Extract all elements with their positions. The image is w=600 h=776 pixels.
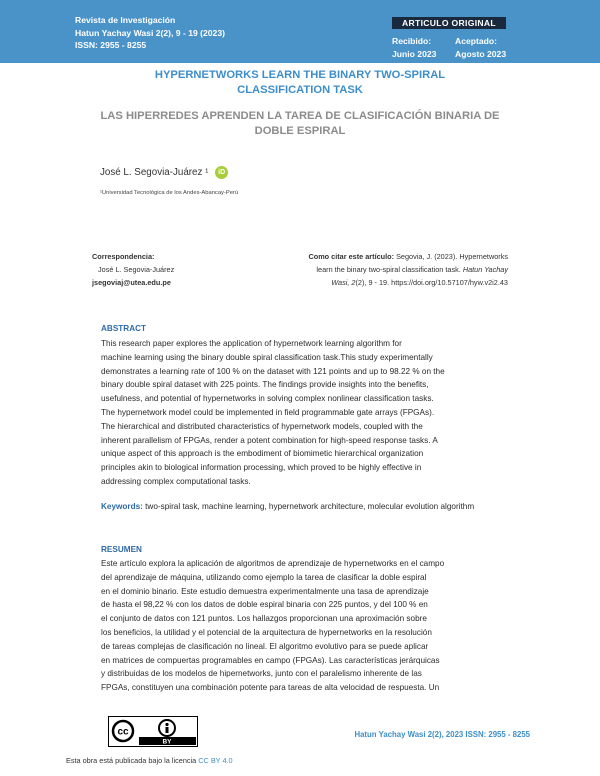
accepted-block bbox=[455, 35, 506, 60]
abstract-line: inherent parallelism of FPGAs, render a potent combination for high-speed response tasks. A bbox=[101, 435, 438, 445]
citation-doi[interactable]: (2), 9 - 19. https://doi.org/10.57107/hyw.v2i2.43 bbox=[355, 278, 508, 287]
citation-journal: Hatun Yachay bbox=[462, 265, 508, 274]
abstract-line: usefulness, and potential of hypernetworks in solving complex nonlinear classification tasks. bbox=[101, 394, 434, 404]
received-label: Recibido: bbox=[392, 36, 432, 46]
citation-block bbox=[268, 250, 508, 289]
cc-by-badge[interactable] bbox=[108, 716, 198, 747]
abstract-line: addressing complex computational tasks. bbox=[101, 476, 251, 486]
keywords-text: two-spiral task, machine learning, hypernetwork architecture, molecular evolution algorithm bbox=[145, 502, 475, 511]
abstract-heading: ABSTRACT bbox=[101, 324, 147, 333]
author-line bbox=[100, 166, 228, 179]
keywords-block bbox=[101, 500, 498, 514]
citation-text: learn the binary two-spiral classification task. bbox=[316, 265, 461, 274]
abstract-body bbox=[101, 337, 498, 489]
received-block bbox=[392, 35, 436, 60]
resumen-line: en el dominio binario. Este estudio demuestra experimentalmente una tasa de aprendizaje bbox=[101, 586, 429, 596]
orcid-icon[interactable]: iD bbox=[215, 166, 228, 179]
resumen-line: y distribuidas de los modelos de hipernetworks, junto con el paralelismo inherente de las bbox=[101, 669, 422, 679]
resumen-line: en matrices de compuertas programables en campo (FPGAs). Las características jerárquicas bbox=[101, 655, 440, 665]
keywords-label: Keywords: bbox=[101, 502, 143, 511]
article-title-en bbox=[60, 68, 540, 97]
article-type-badge: ARTICULO ORIGINAL bbox=[392, 17, 506, 29]
resumen-line: Este artículo explora la aplicación de algoritmos de aprendizaje de hypernetworks en el campo bbox=[101, 559, 445, 568]
resumen-line: FPGAs, constituyen una combinación potente para tareas de alta velocidad de respuesta. Un bbox=[101, 683, 440, 693]
cc-license-icon bbox=[109, 717, 196, 745]
resumen-line: el conjunto de datos con 121 puntos. Los hallazgos proporcionan una aproximación sobre bbox=[101, 614, 427, 624]
abstract-line: The hierarchical and distributed characteristics of hypernetwork models, coupled with the bbox=[101, 421, 423, 431]
correspondence-name: José L. Segovia-Juárez bbox=[98, 265, 175, 274]
abstract-line: demonstrates a learning rate of 100 % on the dataset with 121 points and up to 98.22 % on the bbox=[101, 366, 445, 376]
cc-text: cc bbox=[117, 726, 129, 738]
accepted-label: Aceptado: bbox=[455, 36, 498, 46]
journal-header-bar bbox=[0, 0, 600, 63]
resumen-line: de tareas complejas de clasificación no lineal. El algoritmo evolutivo para se puede aplicar bbox=[101, 641, 429, 651]
accepted-date: Agosto 2023 bbox=[455, 48, 507, 59]
journal-name: Revista de Investigación bbox=[75, 15, 176, 25]
journal-info bbox=[75, 14, 225, 52]
cc-by-label: BY bbox=[162, 738, 172, 745]
article-title-es bbox=[60, 109, 540, 138]
journal-volume: Hatun Yachay Wasi 2(2), 9 - 19 (2023) bbox=[75, 27, 225, 38]
footer-journal-ref: Hatun Yachay Wasi 2(2), 2023 ISSN: 2955 - 8255 bbox=[354, 730, 530, 739]
resumen-heading: RESUMEN bbox=[101, 545, 142, 554]
abstract-line: This research paper explores the application of hypernetwork learning algorithm for bbox=[101, 339, 402, 348]
correspondence-block bbox=[92, 250, 174, 289]
resumen-line: del aprendizaje de máquina, utilizando como ejemplo la tarea de clasificar la doble espiral bbox=[101, 572, 427, 582]
journal-issn: ISSN: 2955 - 8255 bbox=[75, 40, 147, 50]
title-es-line: DOBLE ESPIRAL bbox=[254, 124, 346, 137]
correspondence-email[interactable]: jsegoviaj@utea.edu.pe bbox=[92, 278, 171, 287]
author-superscript: ¹ bbox=[205, 167, 209, 179]
citation-journal: Wasi, 2 bbox=[331, 278, 356, 287]
author-affiliation: ¹Universidad Tecnológica de los Andes-Abancay-Perú bbox=[100, 190, 239, 196]
abstract-line: The hypernetwork model could be implemented in field programmable gate arrays (FPGAs). bbox=[101, 407, 435, 417]
license-prefix: Esta obra está publicada bajo la licencia bbox=[66, 756, 197, 765]
author-name: José L. Segovia-Juárez bbox=[100, 167, 203, 179]
resumen-line: de hasta el 98,22 % con los datos de doble espiral binaria con 225 puntos, y del 100 % en bbox=[101, 600, 428, 610]
title-es-line: LAS HIPERREDES APRENDEN LA TAREA DE CLASIFICACIÓN BINARIA DE bbox=[100, 110, 500, 122]
abstract-line: binary double spiral dataset with 225 points. The findings provide insights into the benefits, bbox=[101, 380, 429, 390]
correspondence-label: Correspondencia: bbox=[92, 252, 155, 261]
citation-label: Como citar este artículo: bbox=[308, 252, 395, 261]
resumen-body bbox=[101, 557, 498, 695]
license-line bbox=[66, 756, 233, 765]
title-en-line: HYPERNETWORKS LEARN THE BINARY TWO-SPIRAL bbox=[154, 69, 446, 81]
resumen-line: los beneficios, la utilidad y el potencial de la arquitectura de hypernetworks en la resolución bbox=[101, 627, 432, 637]
abstract-line: principles akin to biological information processing, which proved to be highly effective in bbox=[101, 463, 422, 473]
received-date: Junio 2023 bbox=[392, 48, 437, 59]
citation-text: Segovia, J. (2023). Hypernetworks bbox=[396, 252, 508, 261]
license-link[interactable]: CC BY 4.0 bbox=[198, 756, 233, 765]
abstract-line: machine learning using the binary double spiral classification task.This study experimentally bbox=[101, 352, 433, 362]
title-en-line: CLASSIFICATION TASK bbox=[237, 83, 363, 96]
abstract-line: unique aspect of this approach is the embodiment of biomimetic hierarchical organization bbox=[101, 449, 424, 459]
